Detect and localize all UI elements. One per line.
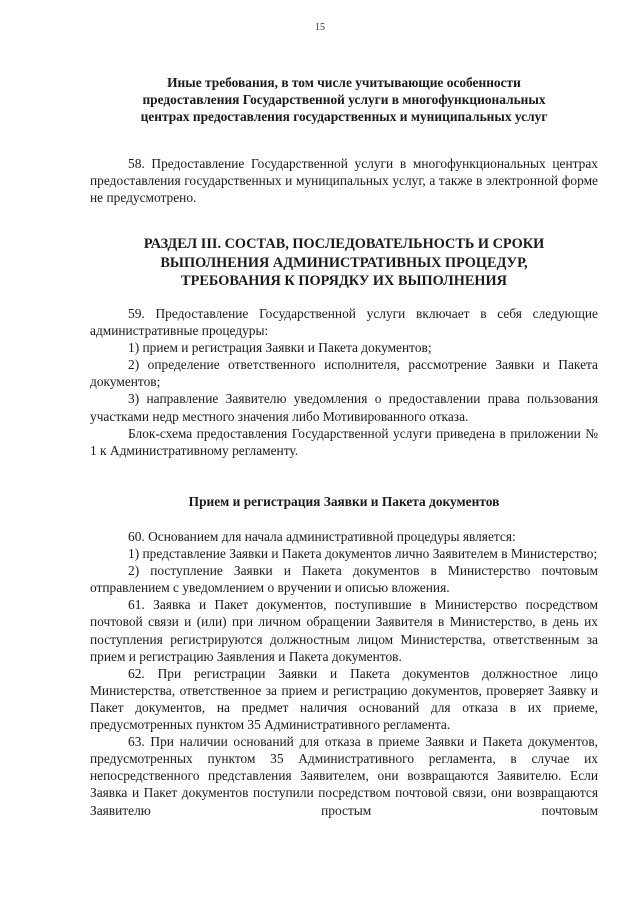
heading-other-requirements: Иные требования, в том числе учитывающие особенности предоставления Государственной услуги в многофункциональных центрах предоставления государственных и муниципальных услуг xyxy=(140,75,548,124)
page-number: 15 xyxy=(315,22,325,33)
paragraphs-60-63 xyxy=(90,528,598,819)
paragraph-61: 61. Заявка и Пакет документов, поступившие в Министерство посредством почтовой связи и (или) при личном обращении Заявителя в Министерство, в день их поступления регистрируются должностным лицом Министерства, ответственным за прием и регистрацию Заявления и Пакета документов. xyxy=(90,597,598,664)
section-3-heading: РАЗДЕЛ III. СОСТАВ, ПОСЛЕДОВАТЕЛЬНОСТЬ И СРОКИ ВЫПОЛНЕНИЯ АДМИНИСТРАТИВНЫХ ПРОЦЕДУР, ТРЕБОВАНИЯ К ПОРЯДКУ ИХ ВЫПОЛНЕНИЯ xyxy=(143,236,545,289)
paragraph-58: 58. Предоставление Государственной услуги в многофункциональных центрах предоставления государственных и муниципальных услуг, а также в электронной форме не предусмотрено. xyxy=(90,156,598,206)
list-item: 2) поступление Заявки и Пакета документов в Министерство почтовым отправлением с уведомлением о вручении и описью вложения. xyxy=(90,563,598,596)
paragraph-60-intro: 60. Основанием для начала административной процедуры является: xyxy=(128,529,516,544)
flowchart-note: Блок-схема предоставления Государственной услуги приведена в приложении № 1 к Административному регламенту. xyxy=(90,425,598,458)
paragraph-62: 62. При регистрации Заявки и Пакета документов должностное лицо Министерства, ответственное за прием и регистрацию документов, проверяет Заявку и Пакет документов, на предмет наличия оснований для отказа в их приеме, предусмотренных пунктом 35 Административного регламента. xyxy=(90,665,598,733)
paragraph-63: 63. При наличии оснований для отказа в приеме Заявки и Пакета документов, предусмотренных пунктом 35 Административного регламента, в случае их непосредственного представления Заявителем, они возвращаются Заявителю. Если Заявка и Пакет документов поступили посредством почтовой связи, они возвращаются Заявителю простым почтовым xyxy=(90,734,598,818)
list-item: 1) прием и регистрация Заявки и Пакета документов; xyxy=(128,340,432,356)
paragraph-59 xyxy=(90,305,598,459)
heading-reception: Прием и регистрация Заявки и Пакета документов xyxy=(188,494,500,509)
paragraph-59-intro: 59. Предоставление Государственной услуги включает в себя следующие административные процедуры: xyxy=(90,306,598,339)
list-item: 1) представление Заявки и Пакета документов лично Заявителем в Министерство; xyxy=(128,546,598,562)
list-item: 2) определение ответственного исполнителя, рассмотрение Заявки и Пакета документов; xyxy=(90,357,598,390)
list-item: 3) направление Заявителю уведомления о предоставлении права пользования участками недр местного значения либо Мотивированного отказа. xyxy=(90,391,598,424)
